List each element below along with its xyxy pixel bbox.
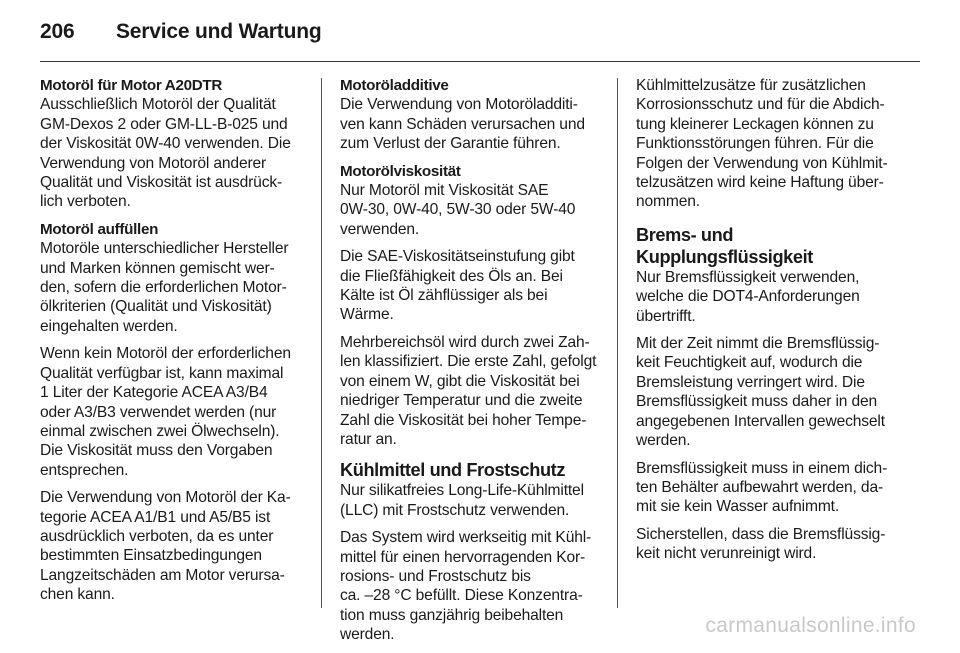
text-line: ca. –28 °C befüllt. Diese Konzentra-	[340, 587, 583, 605]
text-line: 1 Liter der Kategorie ACEA A3/B4	[40, 384, 268, 402]
text-line: zum Verlust der Garantie führen.	[340, 135, 561, 153]
text-line: Bremsflüssigkeit muss in einem dich-	[636, 459, 888, 477]
paragraph-viscosity-grades	[340, 181, 602, 239]
text-line: keit nicht verunreinigt wird.	[636, 545, 817, 563]
text-line: GM-Dexos 2 oder GM-LL-B-025 und	[40, 115, 288, 133]
text-line: entsprechen.	[40, 461, 129, 479]
text-line: angegebenen Intervallen gewechselt	[636, 412, 885, 430]
text-line: Funktionsstörungen führen. Für die	[636, 135, 874, 153]
text-line: Qualität verfügbar ist, kann maximal	[40, 364, 284, 382]
text-line: Bremsflüssigkeit muss daher in den	[636, 393, 878, 411]
text-line: die Fließfähigkeit des Öls an. Bei	[340, 267, 563, 285]
text-line: Ausschließlich Motoröl der Qualität	[40, 96, 276, 114]
text-line: Zahl die Viskosität bei hoher Tempe-	[340, 411, 587, 429]
text-line: lich verboten.	[40, 193, 131, 211]
text-line: Die Verwendung von Motoröl der Ka-	[40, 489, 291, 507]
paragraph-coolant-factory-fill	[340, 528, 602, 644]
text-line: Folgen der Verwendung von Kühlmit-	[636, 154, 888, 172]
text-line: Qualität und Viskosität ist ausdrück-	[40, 174, 283, 192]
text-line: Wärme.	[340, 306, 394, 324]
paragraph-oil-quality	[40, 95, 306, 211]
text-line: Die Viskosität muss den Vorgaben	[40, 442, 273, 460]
page-number: 206	[40, 20, 75, 43]
text-line: welche die DOT4-Anforderungen	[636, 288, 860, 306]
watermark: carmanualsonline.info	[705, 614, 916, 637]
text-line: keit Feuchtigkeit auf, wodurch die	[636, 354, 863, 372]
text-line: Verwendung von Motoröl anderer	[40, 154, 267, 172]
page-header	[40, 14, 321, 50]
heading-oil-additives: Motoröladditive	[340, 77, 449, 94]
text-line: 0W-30, 0W-40, 5W-30 oder 5W-40	[340, 201, 576, 219]
text-line: Mehrbereichsöl wird durch zwei Zah-	[340, 333, 590, 351]
text-line: telzusätzen wird keine Haftung über-	[636, 174, 884, 192]
paragraph-coolant-additives	[636, 76, 902, 212]
text-line: tegorie ACEA A1/B1 und A5/B5 ist	[40, 508, 271, 526]
text-line: rosions- und Frostschutz bis	[340, 567, 531, 585]
column-2	[340, 76, 602, 653]
text-line: einmal zwischen zwei Ölwechseln).	[40, 422, 280, 440]
text-line: ratur an.	[340, 430, 397, 448]
text-line: Kälte ist Öl zähflüssiger als bei	[340, 287, 548, 305]
text-line: (LLC) mit Frostschutz verwenden.	[340, 501, 570, 519]
text-line: Korrosionsschutz und für die Abdich-	[636, 96, 885, 114]
column-1	[40, 76, 306, 613]
text-line: Die SAE-Viskositätseinstufung gibt	[340, 248, 575, 266]
text-line: tung kleinerer Leckagen können zu	[636, 115, 874, 133]
heading-coolant-antifreeze: Kühlmittel und Frostschutz	[340, 460, 566, 481]
text-line: Mit der Zeit nimmt die Bremsflüssig-	[636, 335, 880, 353]
text-line: Motoröle unterschiedlicher Hersteller	[40, 240, 289, 258]
text-line: den, sofern die erforderlichen Motor-	[40, 279, 287, 297]
heading-oil-viscosity: Motorölviskosität	[340, 162, 461, 180]
paragraph-brake-fluid-contamination	[636, 525, 902, 564]
text-line: Nur silikatfreies Long-Life-Kühlmittel	[340, 482, 584, 500]
text-line: Bremsleistung verringert wird. Die	[636, 373, 865, 391]
paragraph-multigrade-oil	[340, 333, 602, 449]
paragraph-oil-mixing	[40, 239, 306, 336]
column-3	[636, 76, 902, 572]
text-line: übertrifft.	[636, 307, 696, 325]
paragraph-oil-forbidden	[40, 488, 306, 604]
text-line: Langzeitschäden am Motor verursa-	[40, 566, 285, 584]
text-line: ven kann Schäden verursachen und	[340, 115, 585, 133]
text-line: Die Verwendung von Motoröladditi-	[340, 96, 578, 114]
text-line: mit sie kein Wasser aufnimmt.	[636, 498, 840, 516]
text-line: Nur Motoröl mit Viskosität SAE	[340, 182, 549, 200]
text-line: eingehalten werden.	[40, 317, 178, 335]
text-line: Nur Bremsflüssigkeit verwenden,	[636, 268, 860, 286]
text-line: chen kann.	[40, 586, 115, 604]
paragraph-brake-fluid-storage	[636, 459, 902, 517]
text-line: bestimmten Einsatzbedingungen	[40, 547, 262, 565]
text-line: werden.	[340, 626, 395, 644]
heading-engine-oil-a20dtr: Motoröl für Motor A20DTR	[40, 77, 223, 94]
text-line: niedriger Temperatur und die zweite	[340, 392, 583, 410]
paragraph-brake-fluid-dot4	[636, 268, 902, 326]
heading-brake-clutch-fluid: Brems- und Kupplungsflüssigkeit	[636, 224, 813, 267]
paragraph-sae-classification	[340, 247, 602, 325]
paragraph-oil-substitute	[40, 344, 306, 480]
text-line: ten Behälter aufbewahrt werden, da-	[636, 478, 884, 496]
page-title: Service und Wartung	[116, 20, 322, 43]
paragraph-brake-fluid-moisture	[636, 334, 902, 450]
column-divider-2	[617, 78, 618, 608]
paragraph-additives	[340, 95, 602, 153]
heading-oil-top-up: Motoröl auffüllen	[40, 220, 159, 238]
text-line: oder A3/B3 verwendet werden (nur	[40, 403, 277, 421]
text-line: der Viskosität 0W-40 verwenden. Die	[40, 135, 291, 153]
text-line: ölkriterien (Qualität und Viskosität)	[40, 298, 272, 316]
text-line: werden.	[636, 432, 691, 450]
paragraph-coolant-type	[340, 481, 602, 520]
text-line: und Marken können gemischt wer-	[40, 259, 275, 277]
text-line: nommen.	[636, 193, 700, 211]
text-line: Das System wird werkseitig mit Kühl-	[340, 529, 592, 547]
text-line: tion muss ganzjährig beibehalten	[340, 606, 564, 624]
text-line: von einem W, gibt die Viskosität bei	[340, 372, 580, 390]
text-line: ausdrücklich verboten, da es unter	[40, 527, 274, 545]
text-line: Wenn kein Motoröl der erforderlichen	[40, 345, 291, 363]
text-line: Kühlmittelzusätze für zusätzlichen	[636, 77, 866, 94]
text-line: len klassifiziert. Die erste Zahl, gefolgt	[340, 353, 597, 371]
text-line: Sicherstellen, dass die Bremsflüssig-	[636, 525, 886, 543]
column-divider-1	[321, 78, 322, 608]
text-line: mittel für einen hervorragenden Kor-	[340, 548, 586, 566]
text-line: verwenden.	[340, 220, 420, 238]
header-divider	[40, 61, 920, 62]
